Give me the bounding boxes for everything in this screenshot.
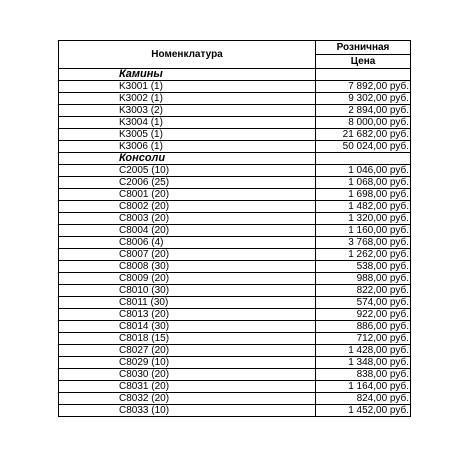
table-row	[59, 141, 411, 153]
item-price: 1 482,00 руб.	[316, 201, 411, 213]
item-name: K3006 (1)	[59, 141, 316, 153]
item-price: 922,00 руб.	[316, 309, 411, 321]
item-name: C8033 (10)	[59, 405, 316, 417]
item-name: C8009 (20)	[59, 273, 316, 285]
group-header-row	[59, 69, 411, 81]
item-price: 8 000,00 руб.	[316, 117, 411, 129]
item-price: 2 894,00 руб.	[316, 105, 411, 117]
item-name: C8032 (20)	[59, 393, 316, 405]
item-name: C8027 (20)	[59, 345, 316, 357]
item-name: K3001 (1)	[59, 81, 316, 93]
item-price: 9 302,00 руб.	[316, 93, 411, 105]
item-price: 538,00 руб.	[316, 261, 411, 273]
item-price: 988,00 руб.	[316, 273, 411, 285]
item-name: K3003 (2)	[59, 105, 316, 117]
item-price: 1 046,00 руб.	[316, 165, 411, 177]
item-price: 7 892,00 руб.	[316, 81, 411, 93]
item-price: 1 068,00 руб.	[316, 177, 411, 189]
table-row	[59, 213, 411, 225]
group-price-cell	[316, 153, 411, 165]
price-list-sheet	[58, 40, 410, 417]
item-name: C8013 (20)	[59, 309, 316, 321]
table-row	[59, 369, 411, 381]
table-row	[59, 309, 411, 321]
table-row	[59, 117, 411, 129]
item-name: C8006 (4)	[59, 237, 316, 249]
price-table	[58, 40, 411, 417]
table-row	[59, 165, 411, 177]
item-price: 822,00 руб.	[316, 285, 411, 297]
table-row	[59, 249, 411, 261]
item-name: C8003 (20)	[59, 213, 316, 225]
group-name: Камины	[59, 69, 316, 81]
table-row	[59, 261, 411, 273]
table-row	[59, 201, 411, 213]
item-price: 838,00 руб.	[316, 369, 411, 381]
item-name: C8008 (30)	[59, 261, 316, 273]
table-row	[59, 381, 411, 393]
item-price: 886,00 руб.	[316, 321, 411, 333]
item-price: 21 682,00 руб.	[316, 129, 411, 141]
table-row	[59, 177, 411, 189]
item-price: 824,00 руб.	[316, 393, 411, 405]
group-price-cell	[316, 69, 411, 81]
item-price: 1 428,00 руб.	[316, 345, 411, 357]
item-price: 1 320,00 руб.	[316, 213, 411, 225]
item-name: C2005 (10)	[59, 165, 316, 177]
item-name: C8018 (15)	[59, 333, 316, 345]
group-header-row	[59, 153, 411, 165]
item-name: C8001 (20)	[59, 189, 316, 201]
header-retail: Розничная	[316, 41, 411, 55]
item-price: 1 262,00 руб.	[316, 249, 411, 261]
header-nomenclature: Номенклатура	[59, 41, 316, 69]
item-price: 1 160,00 руб.	[316, 225, 411, 237]
item-name: K3004 (1)	[59, 117, 316, 129]
table-row	[59, 93, 411, 105]
item-price: 1 452,00 руб.	[316, 405, 411, 417]
item-price: 50 024,00 руб.	[316, 141, 411, 153]
item-name: C8014 (30)	[59, 321, 316, 333]
item-name: K3005 (1)	[59, 129, 316, 141]
item-price: 1 164,00 руб.	[316, 381, 411, 393]
item-name: C2006 (25)	[59, 177, 316, 189]
item-name: C8004 (20)	[59, 225, 316, 237]
price-table-body	[59, 41, 411, 417]
table-row	[59, 357, 411, 369]
item-price: 1 698,00 руб.	[316, 189, 411, 201]
item-price: 712,00 руб.	[316, 333, 411, 345]
table-row	[59, 285, 411, 297]
table-row	[59, 189, 411, 201]
item-name: C8031 (20)	[59, 381, 316, 393]
item-price: 1 348,00 руб.	[316, 357, 411, 369]
table-row	[59, 297, 411, 309]
item-name: C8029 (10)	[59, 357, 316, 369]
table-row	[59, 333, 411, 345]
item-price: 574,00 руб.	[316, 297, 411, 309]
table-row	[59, 129, 411, 141]
item-price: 3 768,00 руб.	[316, 237, 411, 249]
table-row	[59, 273, 411, 285]
table-row	[59, 225, 411, 237]
table-row	[59, 393, 411, 405]
table-row	[59, 405, 411, 417]
group-name: Консоли	[59, 153, 316, 165]
table-row	[59, 81, 411, 93]
item-name: C8011 (30)	[59, 297, 316, 309]
item-name: C8030 (20)	[59, 369, 316, 381]
item-name: C8002 (20)	[59, 201, 316, 213]
header-row	[59, 41, 411, 55]
item-name: C8010 (30)	[59, 285, 316, 297]
header-price: Цена	[316, 55, 411, 69]
table-row	[59, 321, 411, 333]
item-name: K3002 (1)	[59, 93, 316, 105]
item-name: C8007 (20)	[59, 249, 316, 261]
table-row	[59, 105, 411, 117]
table-row	[59, 345, 411, 357]
table-row	[59, 237, 411, 249]
